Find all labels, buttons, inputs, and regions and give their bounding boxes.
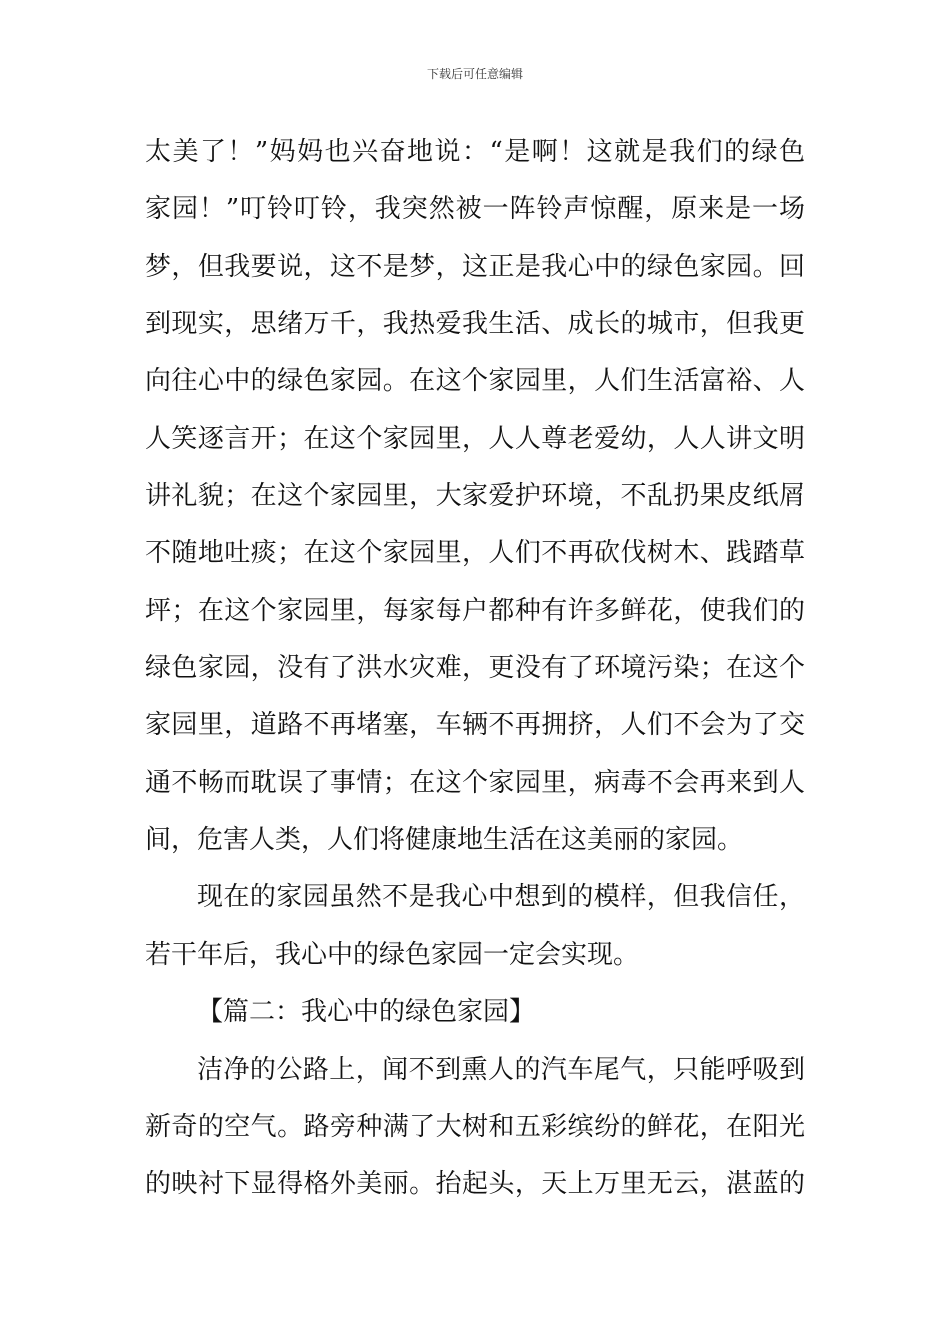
text-line: 到现实，思绪万千，我热爱我生活、成长的城市，但我更	[145, 309, 805, 340]
text-line: 梦，但我要说，这不是梦，这正是我心中的绿色家园。回	[145, 251, 805, 282]
text-line: 的映衬下显得格外美丽。抬起头，天上万里无云，湛蓝的	[145, 1169, 805, 1200]
text-line: 向往心中的绿色家园。在这个家园里，人们生活富裕、人	[145, 366, 805, 397]
paragraph-start-line: 现在的家园虽然不是我心中想到的模样，但我信任，	[197, 882, 805, 913]
document-body	[145, 124, 805, 1214]
text-line: 家园里，道路不再堵塞，车辆不再拥挤，人们不会为了交	[145, 710, 805, 741]
text-line: 绿色家园，没有了洪水灾难，更没有了环境污染；在这个	[145, 653, 805, 684]
text-line: 不随地吐痰；在这个家园里，人们不再砍伐树木、践踏草	[145, 538, 805, 569]
text-line: 间，危害人类，人们将健康地生活在这美丽的家园。	[145, 825, 744, 856]
text-line: 若干年后，我心中的绿色家园一定会实现。	[145, 939, 640, 970]
text-line: 通不畅而耽误了事情；在这个家园里，病毒不会再来到人	[145, 767, 805, 798]
text-line: 家园！”叮铃叮铃，我突然被一阵铃声惊醒，原来是一场	[145, 194, 805, 225]
text-line: 讲礼貌；在这个家园里，大家爱护环境，不乱扔果皮纸屑	[145, 481, 805, 512]
page-header-note: 下载后可任意编辑	[426, 67, 523, 81]
text-line: 新奇的空气。路旁种满了大树和五彩缤纷的鲜花，在阳光	[145, 1111, 805, 1142]
paragraph-start-line: 洁净的公路上，闻不到熏人的汽车尾气，只能呼吸到	[197, 1054, 805, 1085]
section-heading: 【篇二：我心中的绿色家园】	[197, 997, 536, 1028]
text-line: 坪；在这个家园里，每家每户都种有许多鲜花，使我们的	[145, 595, 805, 626]
text-line: 太美了！”妈妈也兴奋地说：“是啊！这就是我们的绿色	[145, 137, 805, 167]
text-line: 人笑逐言开；在这个家园里，人人尊老爱幼，人人讲文明	[145, 423, 805, 454]
